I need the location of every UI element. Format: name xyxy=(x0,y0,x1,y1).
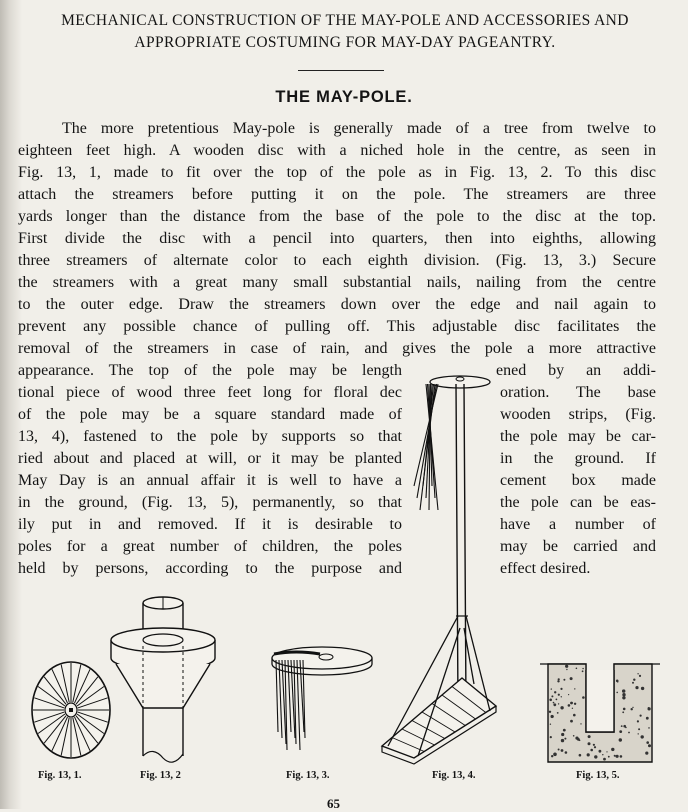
fig-13-5-cement-box-illustration xyxy=(538,662,662,766)
cement-speckle xyxy=(645,752,648,755)
cement-speckle xyxy=(557,680,559,682)
body-left-line: tional piece of wood three feet long for floral dec xyxy=(18,384,402,401)
cement-speckle xyxy=(550,736,552,738)
body-right-line: oration. The base xyxy=(500,384,656,401)
cement-speckle xyxy=(599,750,602,753)
cement-speckle xyxy=(640,715,642,717)
cement-speckle xyxy=(587,753,590,756)
cement-speckle xyxy=(646,741,649,744)
cement-speckle xyxy=(550,724,551,725)
body-left-line: held by persons, according to the purpose and xyxy=(18,560,402,577)
body-right-line: ened by an addi- xyxy=(496,362,656,379)
body-line: removal of the streamers in case of rain, and gives the pole a more attractive xyxy=(18,340,656,357)
body-right-line: wooden strips, (Fig. xyxy=(500,406,656,423)
body-line: yards longer than the distance from the base of the pole to the disc at the top. xyxy=(18,208,656,225)
cement-speckle xyxy=(619,738,622,741)
cement-speckle xyxy=(580,723,581,724)
cement-speckle xyxy=(582,668,583,669)
body-left-line: 13, 4), fastened to the pole by supports so that xyxy=(18,428,402,445)
cement-speckle xyxy=(619,730,622,733)
cement-speckle xyxy=(561,739,564,742)
cement-speckle xyxy=(566,669,567,670)
cement-speckle xyxy=(575,737,578,740)
cement-speckle xyxy=(635,686,638,689)
cement-speckle xyxy=(641,687,644,690)
cement-speckle xyxy=(553,702,555,704)
body-right-line: in the ground. If xyxy=(500,450,656,467)
fig-13-2-caption: Fig. 13, 2 xyxy=(140,770,181,781)
cement-speckle xyxy=(623,708,626,711)
cement-speckle xyxy=(552,716,554,718)
fig-13-1-caption: Fig. 13, 1. xyxy=(38,770,82,781)
cement-speckle xyxy=(572,708,573,709)
body-line: the streamers with a great many small substantial nails, nailing from the centre xyxy=(18,274,656,291)
body-right-line: have a number of xyxy=(500,516,656,533)
cement-speckle xyxy=(622,693,625,696)
cement-speckle xyxy=(582,670,584,672)
cement-speckle xyxy=(588,735,591,738)
cement-speckle xyxy=(579,754,582,757)
body-right-line: the pole may be car- xyxy=(500,428,656,445)
cement-speckle xyxy=(622,711,624,713)
cement-speckle xyxy=(551,695,553,697)
body-line: attach the streamers before putting it on the pole. The streamers are three xyxy=(18,186,656,203)
cement-speckle xyxy=(648,727,650,729)
cement-speckle xyxy=(616,692,618,694)
body-line: The more pretentious May-pole is generally made of a tree from twelve to xyxy=(62,120,656,137)
cement-speckle xyxy=(574,703,576,705)
body-line: prevent any possible chance of pulling off. This adjustable disc facilitates the xyxy=(18,318,656,335)
fig-13-3-disc-streamers-illustration xyxy=(266,640,378,770)
cement-speckle xyxy=(632,707,633,708)
cement-speckle xyxy=(608,756,610,758)
cement-speckle xyxy=(573,714,576,717)
cement-speckle xyxy=(631,708,633,710)
cement-speckle xyxy=(576,668,578,670)
body-left-line: of the pole may be a square standard made of xyxy=(18,406,402,423)
body-left-line: ried about and placed at will, or it may be planted xyxy=(18,450,402,467)
cement-speckle xyxy=(638,733,639,734)
cement-speckle xyxy=(594,755,597,758)
cement-speckle xyxy=(628,732,630,734)
cement-speckle xyxy=(579,740,581,742)
cement-speckle xyxy=(614,755,616,757)
cement-speckle xyxy=(603,758,606,761)
header-rule xyxy=(298,70,384,71)
cement-speckle xyxy=(633,679,635,681)
running-header-line-2: APPROPRIATE COSTUMING FOR MAY-DAY PAGEANTRY. xyxy=(134,34,556,51)
cement-speckle xyxy=(564,738,566,740)
body-right-line: effect desired. xyxy=(500,560,591,577)
cement-speckle xyxy=(606,751,607,752)
section-title: THE MAY-POLE. xyxy=(275,88,413,106)
cement-speckle xyxy=(568,704,571,707)
fig-13-4-maypole-illustration xyxy=(378,366,500,768)
cement-speckle xyxy=(648,744,651,747)
cement-speckle xyxy=(558,694,560,696)
cement-speckle xyxy=(622,696,625,699)
cement-speckle xyxy=(551,755,553,757)
cement-speckle xyxy=(639,675,641,677)
cement-speckle xyxy=(560,706,563,709)
cement-speckle xyxy=(570,677,573,680)
body-line: to the outer edge. Draw the streamers down over the edge and nail again to xyxy=(18,296,656,313)
cement-speckle xyxy=(611,748,614,751)
fig-13-2-pole-top-illustration xyxy=(108,596,218,768)
cement-speckle xyxy=(593,744,595,746)
body-line: eighteen feet high. A wooden disc with a niched hole in the centre, as seen in xyxy=(18,142,656,159)
body-left-line: poles for a great number of children, the poles xyxy=(18,538,402,555)
fig-13-4-caption: Fig. 13, 4. xyxy=(432,770,476,781)
body-right-line: may be carried and xyxy=(500,538,656,555)
cement-speckle xyxy=(572,702,573,703)
cement-speckle xyxy=(616,755,619,758)
body-right-line: cement box made xyxy=(500,472,656,489)
cement-speckle xyxy=(573,735,575,737)
cement-speckle xyxy=(560,688,562,690)
cement-speckle xyxy=(590,749,593,752)
cement-speckle xyxy=(637,720,639,722)
cement-speckle xyxy=(554,691,556,693)
running-header-line-1: MECHANICAL CONSTRUCTION OF THE MAY-POLE AND ACCESSORIES AND xyxy=(61,12,629,29)
cement-speckle xyxy=(641,735,644,738)
cement-speckle xyxy=(565,665,568,668)
cement-speckle xyxy=(549,711,551,713)
cement-speckle xyxy=(553,753,557,757)
body-line: three streamers of alternate color to each eighth division. (Fig. 13, 3.) Secure xyxy=(18,252,656,269)
cement-speckle xyxy=(558,703,559,704)
cement-speckle xyxy=(574,688,575,689)
body-left-line: appearance. The top of the pole may be length xyxy=(18,362,402,379)
cement-speckle xyxy=(570,720,573,723)
cement-speckle xyxy=(638,728,640,730)
cement-speckle xyxy=(558,749,560,751)
cement-speckle xyxy=(622,689,625,692)
illustration-stroke xyxy=(276,660,278,732)
cement-speckle xyxy=(561,749,564,752)
body-line: First divide the disc with a pencil into quarters, then into eighths, allowing xyxy=(18,230,656,247)
cement-speckle xyxy=(632,682,634,684)
cement-speckle xyxy=(602,754,603,755)
cement-speckle xyxy=(561,733,564,736)
cement-speckle xyxy=(557,712,559,714)
cement-speckle xyxy=(582,696,585,699)
cement-speckle xyxy=(646,717,649,720)
cement-speckle xyxy=(623,725,626,728)
cement-speckle xyxy=(594,746,596,748)
fig-13-1-disc-illustration xyxy=(28,658,114,762)
cement-speckle xyxy=(568,694,569,695)
cement-speckle xyxy=(617,681,619,683)
body-left-line: May Day is an annual affair it is well to have a xyxy=(18,472,402,489)
body-right-line: the pole can be eas- xyxy=(500,494,656,511)
body-left-line: ily put in and removed. If it is desirable to xyxy=(18,516,402,533)
cement-speckle xyxy=(588,742,591,745)
cement-speckle xyxy=(621,725,623,727)
cement-speckle xyxy=(620,755,623,758)
fig-13-3-caption: Fig. 13, 3. xyxy=(286,770,330,781)
fig-13-5-caption: Fig. 13, 5. xyxy=(576,770,620,781)
cement-speckle xyxy=(553,703,556,706)
cement-speckle xyxy=(558,678,560,680)
cement-speckle xyxy=(563,729,566,732)
body-left-line: in the ground, (Fig. 13, 5), permanently, so that xyxy=(18,494,402,511)
cement-speckle xyxy=(561,696,562,697)
cement-speckle xyxy=(549,699,552,702)
cement-speckle xyxy=(637,673,638,674)
cement-speckle xyxy=(565,751,568,754)
body-line: Fig. 13, 1, made to fit over the top of the pole as in Fig. 13, 2. To this disc xyxy=(18,164,656,181)
cement-speckle xyxy=(648,707,651,710)
cement-speckle xyxy=(551,688,552,689)
page-number: 65 xyxy=(327,796,340,811)
illustration-stroke xyxy=(279,660,282,738)
cement-speckle xyxy=(563,679,565,681)
cement-speckle xyxy=(556,699,558,701)
